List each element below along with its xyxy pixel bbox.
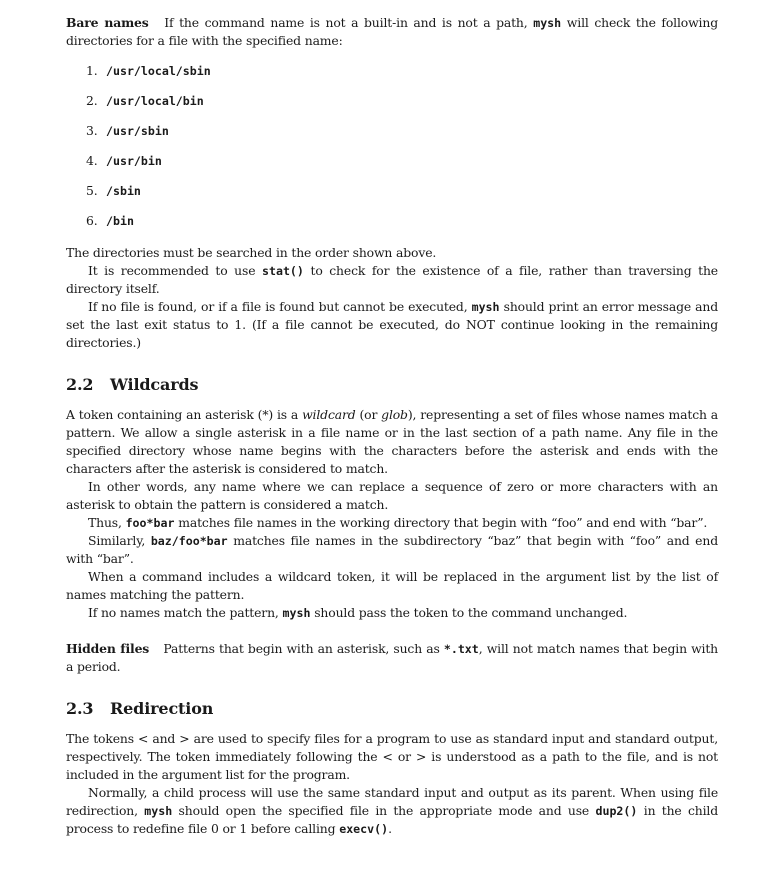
- directory-list-item: 2. /usr/local/bin: [86, 93, 204, 108]
- section-number: 2.3: [66, 699, 94, 718]
- bare-names-intro-after: will check the following directories for a file with the specified name:: [66, 15, 718, 48]
- program-name: mysh: [533, 16, 562, 30]
- wildcard-subdir-paragraph: Similarly, baz/foo*bar matches file names in the subdirectory “baz” that begin with “foo” and end with “bar”.: [66, 533, 718, 566]
- redirection-tokens-paragraph: The tokens < and > are used to specify files for a program to use as standard input and standard output, respectively. The token immediately following the < or > is understood as a path to the file, and is not included in the argument list for the program.: [66, 731, 718, 782]
- bare-names-intro-before: If the command name is not a built-in and is not a path,: [164, 15, 528, 30]
- directory-list-item: 5. /sbin: [86, 183, 141, 198]
- wildcard-no-match-paragraph: If no names match the pattern, mysh should pass the token to the command unchanged.: [88, 605, 628, 620]
- dup2-code: dup2(): [595, 804, 638, 818]
- section-title: Wildcards: [110, 375, 199, 394]
- pattern-code: baz/foo*bar: [150, 534, 228, 548]
- directory-path: /sbin: [106, 184, 141, 198]
- program-name: mysh: [282, 606, 311, 620]
- directory-list-item: 1. /usr/local/sbin: [86, 63, 211, 78]
- section-number: 2.2: [66, 375, 94, 394]
- directory-list-item: 6. /bin: [86, 213, 134, 228]
- search-order-paragraph: The directories must be searched in the order shown above.: [66, 245, 437, 260]
- wildcards-section-heading: [66, 374, 718, 396]
- directory-path: /usr/sbin: [106, 124, 169, 138]
- wildcard-definition-paragraph: A token containing an asterisk (*) is a wildcard (or glob), representing a set of files whose names match a pattern. We allow a single asterisk in a file name or in the last section of a path name. Any file in the specified directory whose name begins with the characters before the asterisk and ends with the characters after the asterisk is considered to match.: [66, 407, 718, 476]
- bare-names-paragraph: [66, 14, 718, 50]
- stat-paragraph: It is recommended to use stat() to check for the existence of a file, rather than traversing the directory itself.: [66, 263, 718, 296]
- section-title: Redirection: [110, 699, 214, 718]
- program-name: mysh: [471, 300, 500, 314]
- redirection-section-heading: [66, 698, 718, 720]
- directory-path: /usr/local/sbin: [106, 64, 211, 78]
- pattern-code: foo*bar: [125, 516, 175, 530]
- directory-list-item: 3. /usr/sbin: [86, 123, 169, 138]
- bare-names-heading: Bare names: [66, 15, 149, 30]
- wildcard-other-words-paragraph: In other words, any name where we can replace a sequence of zero or more characters with an asterisk to obtain the pattern is considered a match.: [66, 479, 718, 512]
- pattern-code: *.txt: [443, 642, 479, 656]
- directory-path: /usr/local/bin: [106, 94, 204, 108]
- directory-list: [66, 62, 718, 232]
- hidden-files-paragraph: Hidden files Patterns that begin with an asterisk, such as *.txt, will not match names that begin with a period.: [66, 641, 719, 674]
- wildcard-replace-paragraph: When a command includes a wildcard token, it will be replaced in the argument list by the list of names matching the pattern.: [66, 569, 718, 602]
- wildcard-term: wildcard: [302, 407, 356, 422]
- stat-code: stat(): [262, 264, 304, 278]
- directory-path: /usr/bin: [106, 154, 162, 168]
- directory-path: /bin: [106, 214, 134, 228]
- program-name: mysh: [144, 804, 173, 818]
- directory-list-item: 4. /usr/bin: [86, 153, 162, 168]
- redirection-child-paragraph: Normally, a child process will use the same standard input and output as its parent. When using file redirection, mysh should open the specified file in the appropriate mode and use dup2() in the child process to redefine file 0 or 1 before calling execv().: [66, 785, 718, 836]
- no-file-paragraph: If no file is found, or if a file is found but cannot be executed, mysh should print an error message and set the last exit status to 1. (If a file cannot be executed, do NOT continue looking in the remaining directories.): [66, 299, 718, 350]
- wildcard-example-paragraph: Thus, foo*bar matches file names in the working directory that begin with “foo” and end with “bar”.: [88, 515, 708, 530]
- glob-term: glob: [381, 407, 408, 422]
- hidden-files-heading: Hidden files: [66, 641, 150, 656]
- execv-code: execv(): [339, 822, 389, 836]
